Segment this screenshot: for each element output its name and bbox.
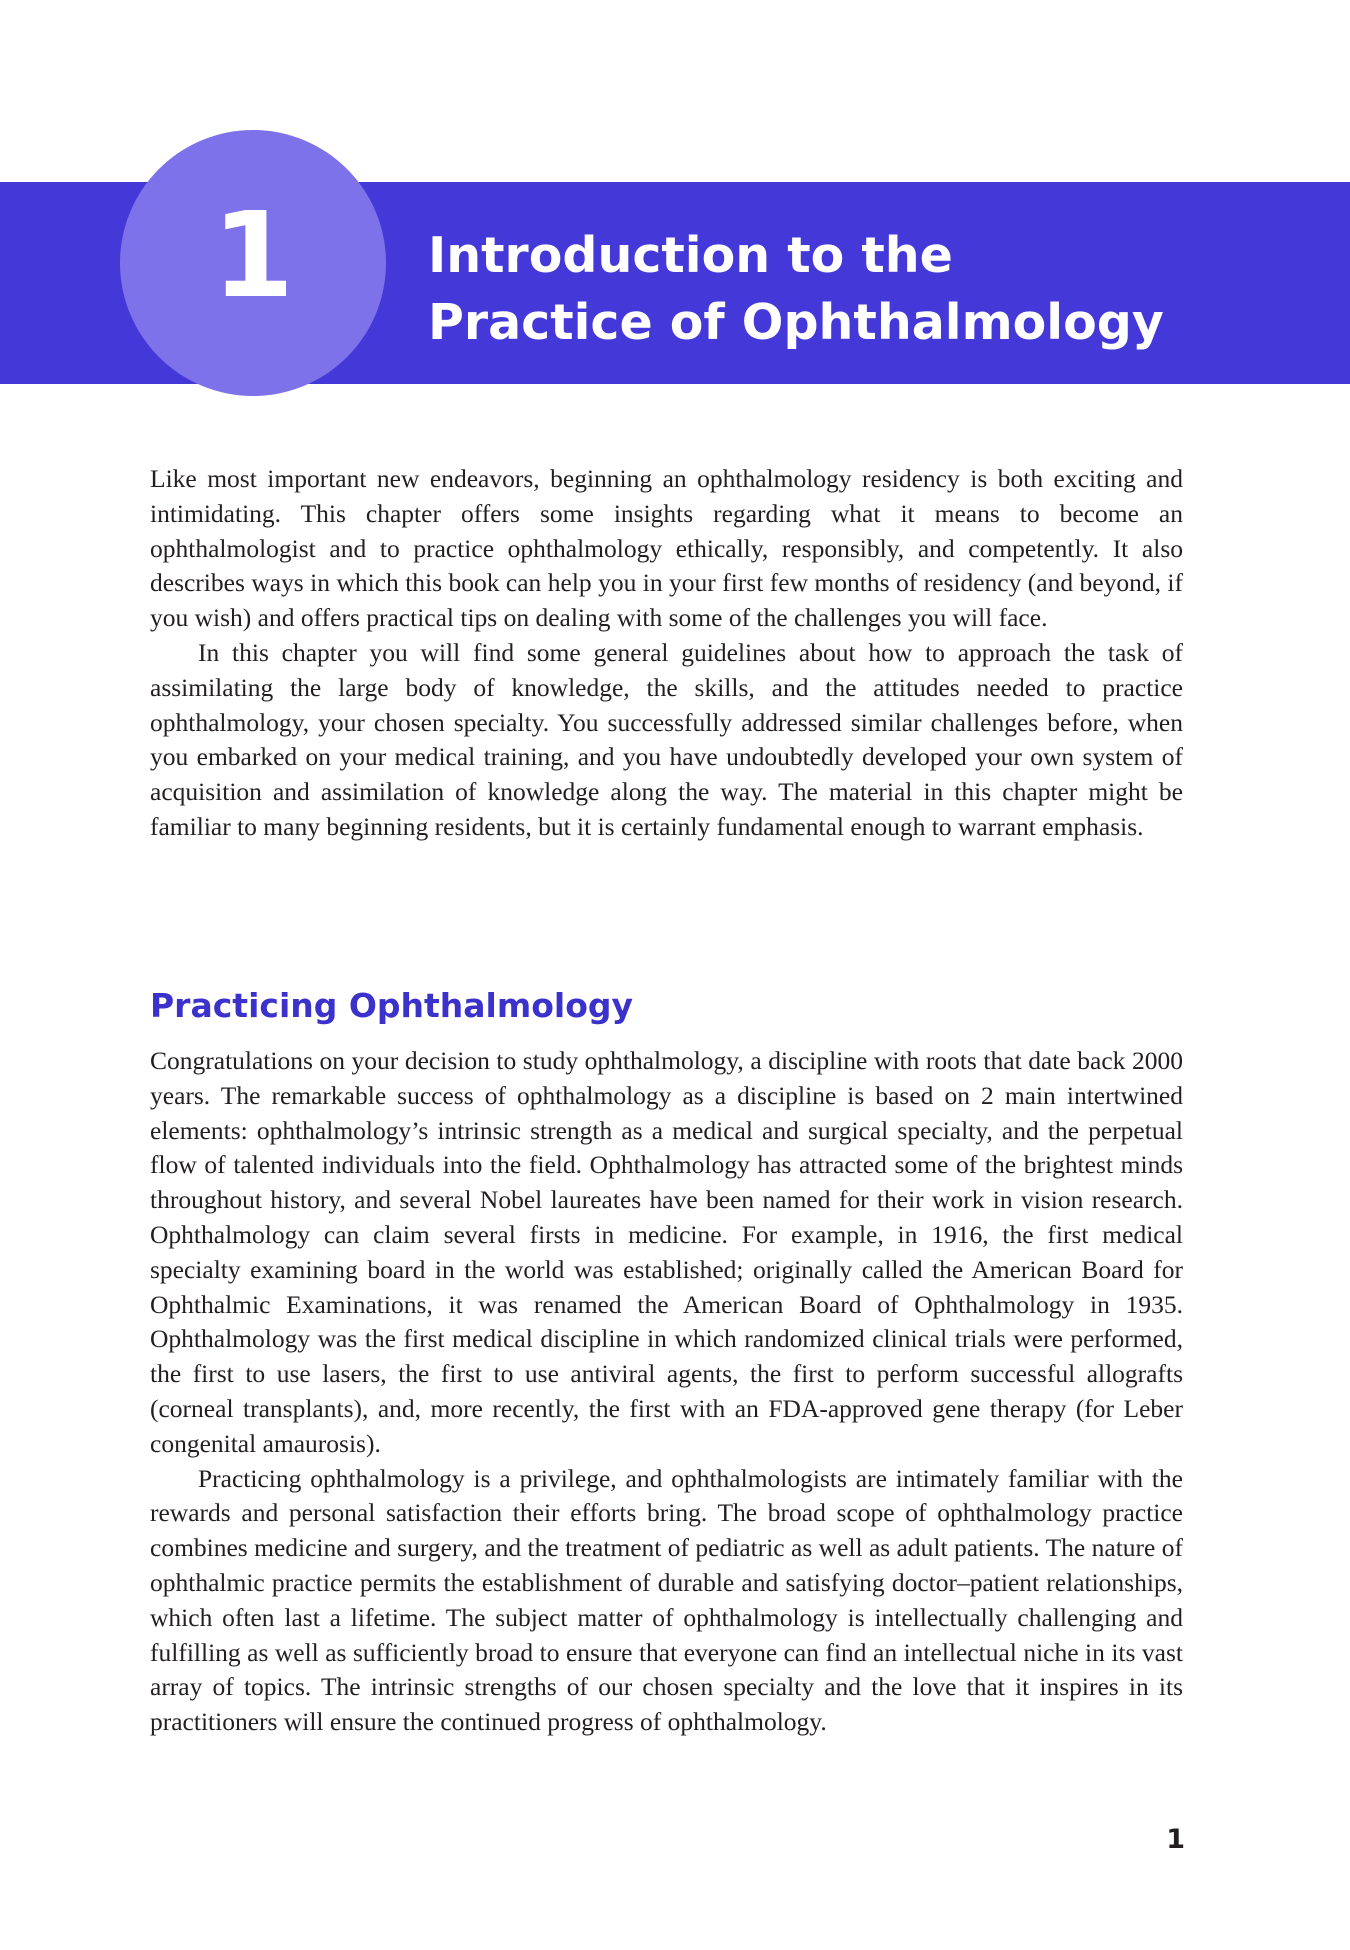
intro-paragraph-1: Like most important new endeavors, beginning an ophthalmology residency is both exciting and intimidating. This chapter offers some insights regarding what it means to become an ophthalmologist and to practice ophthalmology ethically, responsibly, and competently. It also describes ways in which this book can help you in your first few months of residency (and beyond, if you wish) and offers practical tips on dealing with some of the challenges you will face.: [150, 464, 1183, 633]
intro-text: [150, 462, 1183, 845]
page-number: 1: [1166, 1824, 1185, 1855]
section-paragraph-2: Practicing ophthalmology is a privilege, and ophthalmologists are intimately familiar with the rewards and personal satisfaction their efforts bring. The broad scope of ophthalmology practice combines medicine and surgery, and the treatment of pediatric as well as adult patients. The nature of ophthalmic practice permits the establishment of durable and satisfying doctor–patient relationships, which often last a lifetime. The subject matter of ophthalmology is intellectually challenging and fulfilling as well as sufficiently broad to ensure that everyone can find an intellectual niche in its vast array of topics. The intrinsic strengths of our chosen specialty and the love that it inspires in its practitioners will ensure the continued progress of ophthalmology.: [150, 1463, 1183, 1737]
intro-paragraph-2: In this chapter you will find some general guidelines about how to approach the task of assimilating the large body of knowledge, the skills, and the attitudes needed to practice ophthalmology, your chosen specialty. You successfully addressed similar challenges before, when you embarked on your medical training, and you have undoubtedly developed your own system of acquisition and assimilation of knowledge along the way. The material in this chapter might be familiar to many beginning residents, but it is certainly fundamental enough to warrant emphasis.: [150, 637, 1183, 841]
section-text: [150, 1044, 1183, 1740]
section-paragraph-1: Congratulations on your decision to study ophthalmology, a discipline with roots that date back 2000 years. The remarkable success of ophthalmology as a discipline is based on 2 main intertwined elements: ophthalmology’s intrinsic strength as a medical and surgical specialty, and the perpetual flow of talented individuals into the field. Ophthalmology has attracted some of the brightest minds throughout history, and several Nobel laureates have been named for their work in vision research. Ophthalmology can claim several firsts in medicine. For example, in 1916, the first medical specialty examining board in the world was established; originally called the American Board for Ophthalmic Examinations, it was renamed the American Board of Ophthalmology in 1935. Ophthalmology was the first medical discipline in which randomized clinical trials were performed, the first to use lasers, the first to use antiviral agents, the first to perform successful allografts (corneal transplants), and, more recently, the first with an FDA-approved gene therapy (for Leber congenital amaurosis).: [150, 1046, 1183, 1458]
chapter-title-line-1: Introduction to the: [428, 227, 953, 284]
chapter-number: 1: [211, 186, 295, 324]
chapter-title: [428, 222, 1308, 356]
section-heading: Practicing Ophthalmology: [150, 986, 634, 1025]
chapter-title-line-2: Practice of Ophthalmology: [428, 294, 1164, 351]
